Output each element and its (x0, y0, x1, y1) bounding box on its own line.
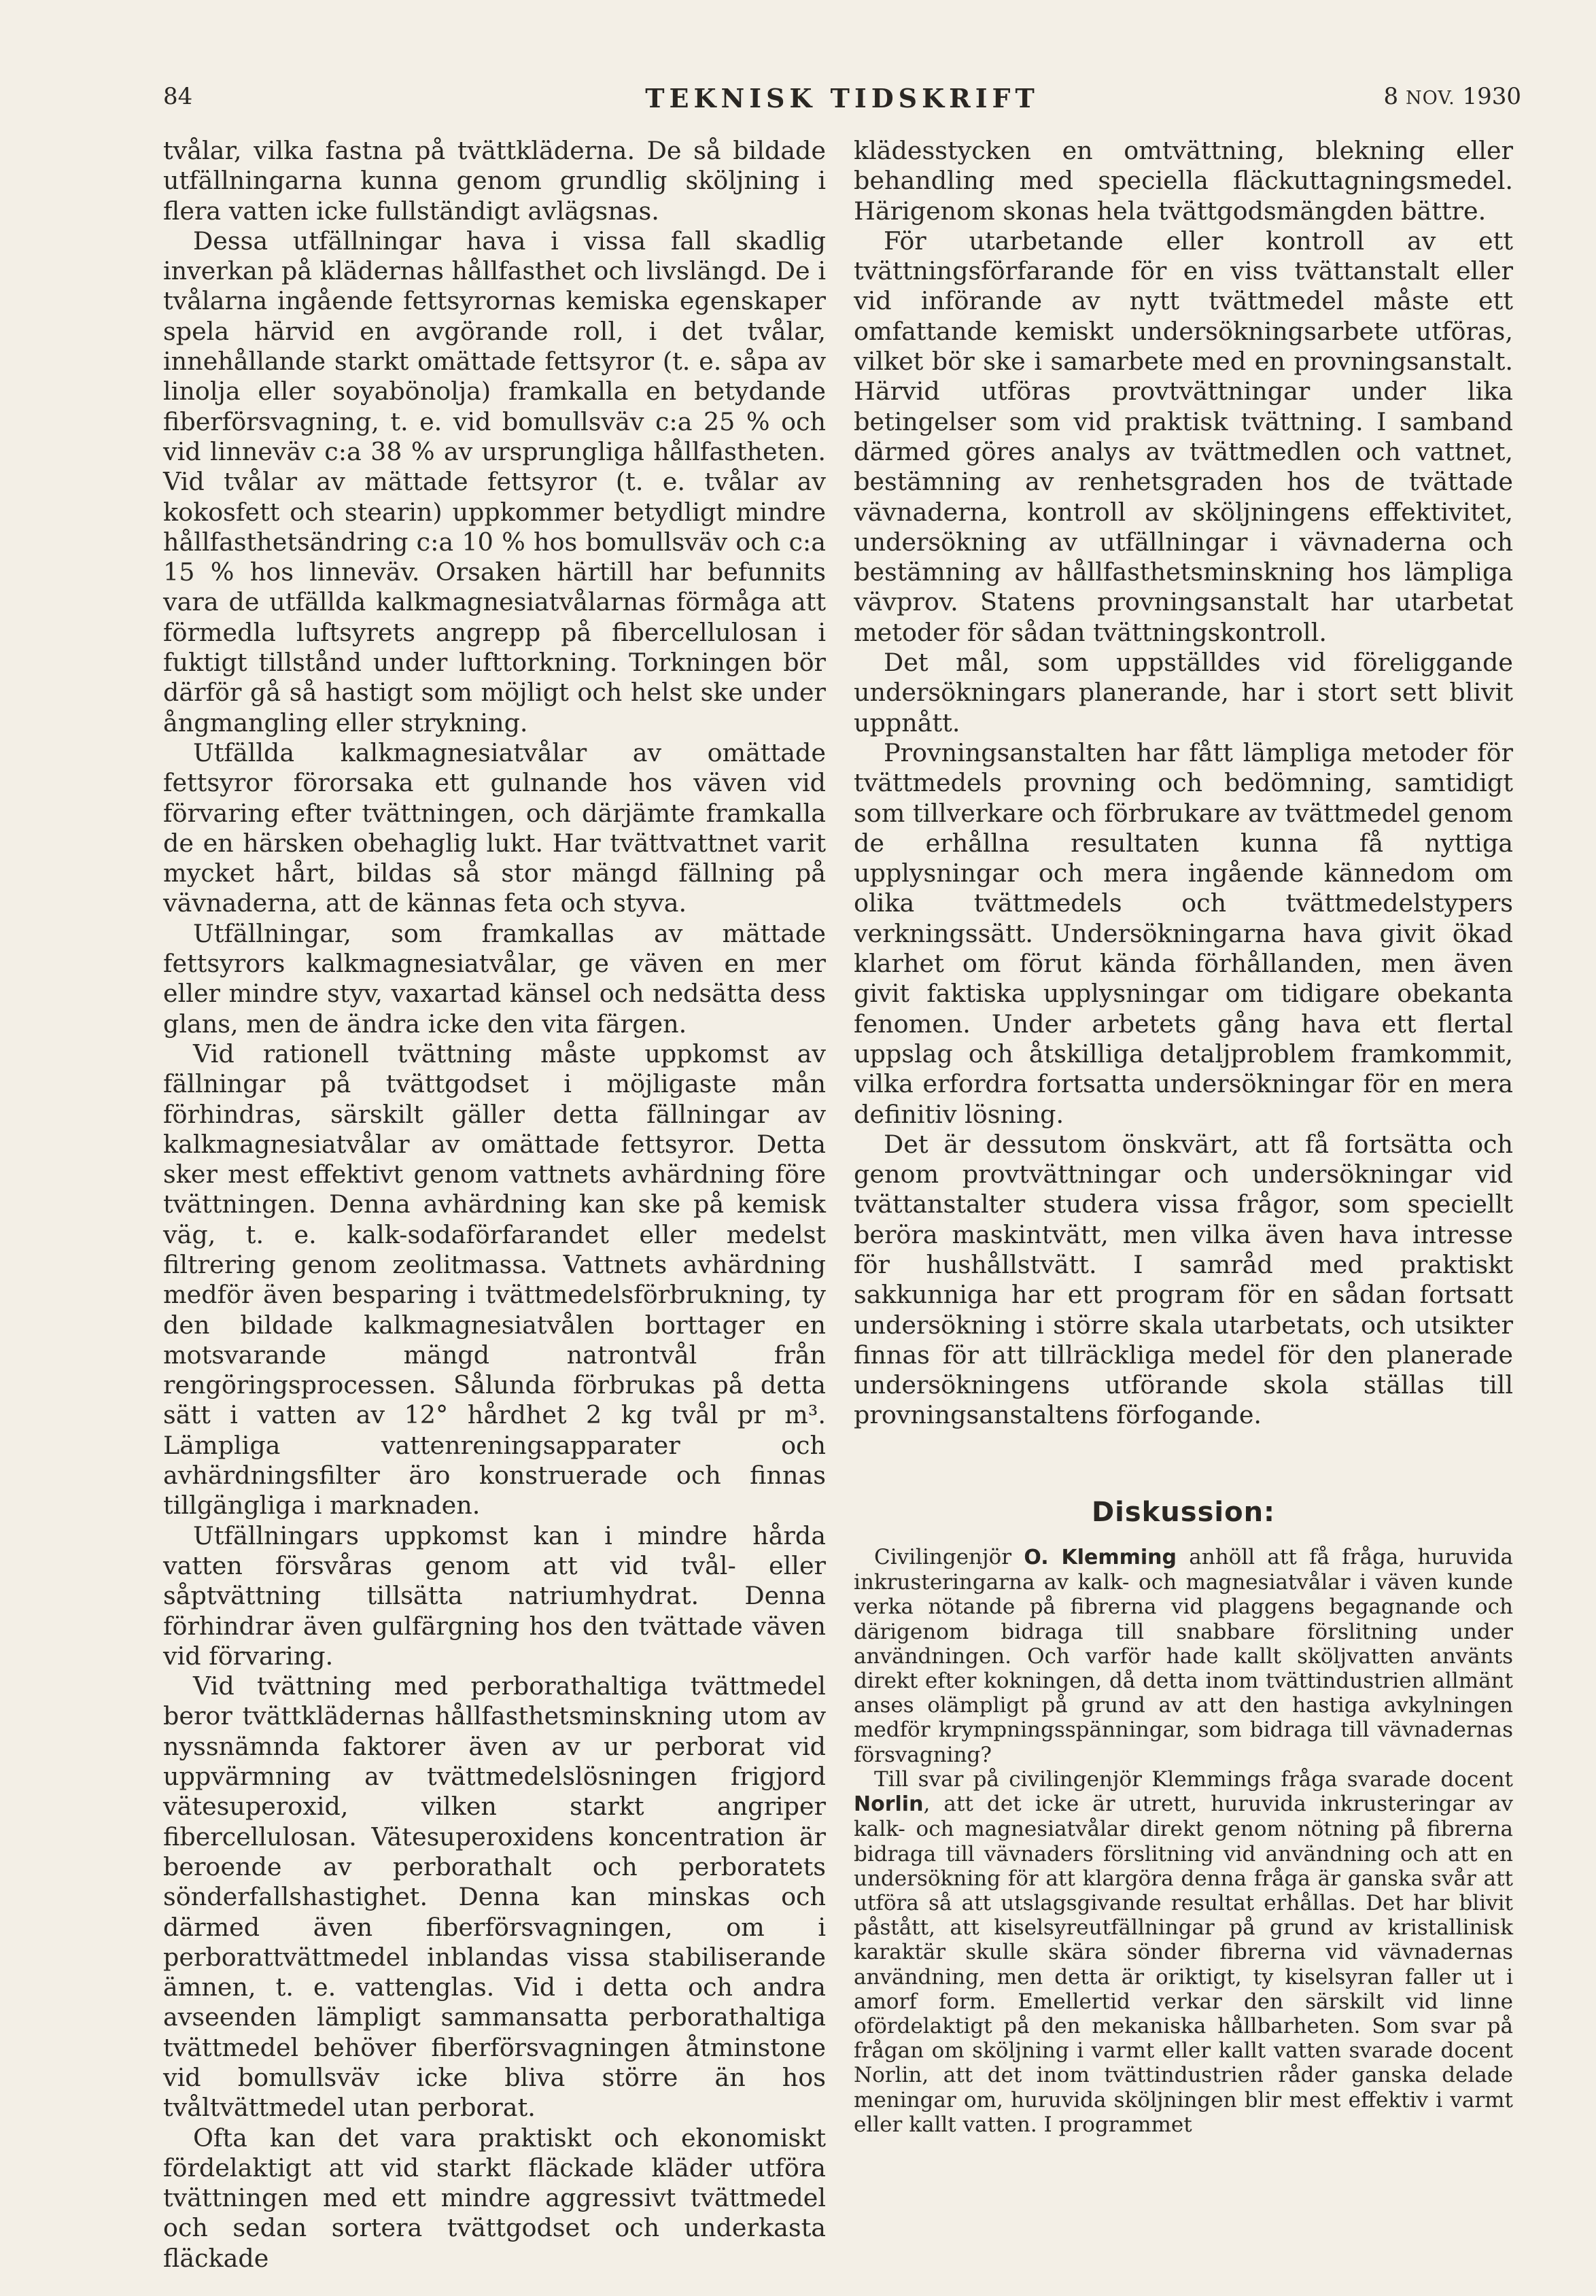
discussion-paragraph (854, 1545, 1513, 1767)
paragraph: Utfällningars uppkomst kan i mindre hårda vatten försvåras genom att vid tvål- eller såptvättning tillsätta natriumhydrat. Denna förhindrar även gulfärgning hos den tvättade väven vid förvaring. (163, 1520, 826, 1671)
paragraph: Utfällningar, som framkallas av mättade fettsyrors kalkmagnesiatvålar, ge väven en mer eller mindre styv, vaxartad känsel och nedsätta dess glans, men de ändra icke den vita färgen. (163, 918, 826, 1039)
paragraph: Vid rationell tvättning måste uppkomst av fällningar på tvättgodset i möjligaste mån förhindras, särskilt gäller detta fällningar av kalkmagnesiatvålar av omättade fettsyror. Detta sker mest effektivt genom vattnets avhärdning före tvättningen. Denna avhärdning kan ske på kemisk väg, t. e. kalk-sodaförfarandet eller medelst filtrering genom zeolitmassa. Vattnets avhärdning medför även besparing i tvättmedelsförbrukning, ty den bildade kalkmagnesiatvålen borttager en motsvarande mängd natrontvål från rengöringsprocessen. Sålunda förbrukas på detta sätt i vatten av 12° hårdhet 2 kg tvål pr m³. Lämpliga vattenreningsapparater och avhärdningsfilter äro konstruerade och finnas tillgängliga i marknaden. (163, 1039, 826, 1520)
paragraph: Provningsanstalten har fått lämpliga metoder för tvättmedels provning och bedömning, samtidigt som tillverkare och förbrukare av tvättmedel genom de erhållna resultaten kunna få nyttiga upplysningar och mera ingående kännedom om olika tvättmedels och tvättmedelstypers verkningssätt. Undersökningarna hava givit ökad klarhet om förut kända förhållanden, men även givit faktiska upplysningar om tidigare obekanta fenomen. Under arbetets gång hava ett flertal uppslag och åtskilliga detaljproblem framkommit, vilka erfordra fortsatta undersökningar för en mera definitiv lösning. (854, 737, 1513, 1129)
right-column (854, 136, 1513, 2137)
discussion-paragraph (854, 1767, 1513, 2137)
journal-title: TEKNISK TIDSKRIFT (645, 83, 1039, 114)
paragraph: För utarbetande eller kontroll av ett tvättningsförfarande för en viss tvättanstalt eller vid införande av nytt tvättmedel måste ett omfattande kemiskt undersökningsarbete utföras, vilket bör ske i samarbete med en provningsanstalt. Härvid utföras provtvättningar under lika betingelser som vid praktisk tvättning. I samband därmed göres analys av tvättmedlen och vattnet, bestämning av renhetsgraden hos de tvättade vävnaderna, kontroll av sköljningens effektivitet, undersökning av utfällningar i vävnaderna och bestämning av hållfasthetsminskning hos lämpliga vävprov. Statens provningsanstalt har utarbetat metoder för sådan tvättningskontroll. (854, 226, 1513, 647)
paragraph: Dessa utfällningar hava i vissa fall skadlig inverkan på klädernas hållfasthet och livslängd. De i tvålarna ingående fettsyrornas kemiska egenskaper spela härvid en avgörande roll, i det tvålar, innehållande starkt omättade fettsyror (t. e. såpa av linolja eller soyabönolja) framkalla en betydande fiberförsvagning, t. e. vid bomullsväv c:a 25 % och vid linneväv c:a 38 % av ursprungliga hållfastheten. Vid tvålar av mättade fettsyror (t. e. tvålar av kokosfett och stearin) uppkommer betydligt mindre hållfasthetsändring c:a 10 % hos bomullsväv och c:a 15 % hos linneväv. Orsaken härtill har befunnits vara de utfällda kalkmagnesiatvålarnas förmåga att förmedla luftsyrets angrepp på fibercellulosan i fuktigt tillstånd under lufttorkning. Torkningen bör därför gå så hastigt som möjligt och helst ske under ångmangling eller strykning. (163, 226, 826, 737)
page-number: 84 (163, 83, 193, 110)
paragraph: Det är dessutom önskvärt, att få fortsätta och genom provtvättningar och undersökningar vid tvättanstalter studera vissa frågor, som speciellt beröra maskintvätt, men vilka även hava intresse för hushållstvätt. I samråd med praktiskt sakkunniga har ett program för en sådan fortsatt undersökning i större skala utarbetats, och utsikter finnas för att tillräckliga medel för den planerade undersökningens utförande skola ställas till provningsanstaltens förfogande. (854, 1129, 1513, 1430)
paragraph: Det mål, som uppställdes vid föreliggande undersökningars planerande, har i stort sett blivit uppnått. (854, 648, 1513, 737)
speaker-name: O. Klemming (1024, 1546, 1177, 1570)
paragraph: Ofta kan det vara praktiskt och ekonomiskt fördelaktigt att vid starkt fläckade kläder utföra tvättningen med ett mindre aggressivt tvättmedel och sedan sortera tvättgodset och underkasta fläckade (163, 2123, 826, 2273)
text-run: anhöll att få fråga, huruvida inkrusteringarna av kalk- och magnesiatvålar i väven kunde verka nötande på fibrerna vid plaggens begagnande och därigenom bidraga till snabbare förslitning under användningen. Och varför hade kallt sköljvatten använts direkt efter kokningen, då detta inom tvättindustrien allmänt anses olämpligt på grund av att den hastiga avkylningen medför krympningsspänningar, som bidraga till vävnadernas försvagning? (854, 1545, 1513, 1767)
speaker-name: Norlin (854, 1792, 924, 1817)
issue-date (1384, 83, 1521, 110)
text-run: , att det icke är utrett, huruvida inkrusteringar av kalk- och magnesiatvålar direkt genom nötning på fibrerna bidraga till vävnaders förslitning vid användning och att en undersökning för att klargöra denna fråga är ganska svår att utföra så att utslagsgivande resultat erhållas. Det har blivit påstått, att kiselsyreutfällningar på grund av kristallinisk karaktär skulle skära sönder fibrerna vid vävnadernas användning, men detta är oriktigt, ty kiselsyran faller ut i amorf form. Emellertid verkar den särskilt vid linne ofördelaktigt på den mekaniska hållbarheten. Som svar på frågan om sköljning i varmt eller kallt vatten svarade docent Norlin, att det inom tvättindustrien råder ganska delade meningar om, huruvida sköljningen blir mest effektiv i varmt eller kallt vatten. I programmet (854, 1792, 1513, 2137)
paragraph: klädesstycken en omtvättning, blekning eller behandling med speciella fläckuttagningsmedel. Härigenom skonas hela tvättgodsmängden bättre. (854, 136, 1513, 226)
discussion-heading: Diskussion: (1091, 1496, 1276, 1528)
text-run: Till svar på civilingenjör Klemmings fråga svarade docent (874, 1767, 1513, 1792)
paragraph: Utfällda kalkmagnesiatvålar av omättade fettsyror förorsaka ett gulnande hos väven vid förvaring efter tvättningen, och därjämte framkalla de en härsken obehaglig lukt. Har tvättvattnet varit mycket hårt, bildas så stor mängd fällning på vävnaderna, att de kännas feta och styva. (163, 737, 826, 918)
running-header (163, 83, 1521, 124)
left-column (163, 136, 826, 2274)
discussion-section (854, 1545, 1513, 2137)
issue-day: 8 (1383, 83, 1399, 110)
issue-year: 1930 (1462, 83, 1521, 110)
paragraph: tvålar, vilka fastna på tvättkläderna. De så bildade utfällningarna kunna genom grundlig sköljning i flera vatten icke fullständigt avlägsnas. (163, 136, 826, 226)
issue-month: NOV. (1406, 88, 1455, 109)
paragraph: Vid tvättning med perborathaltiga tvättmedel beror tvättklädernas hållfasthetsminskning utom av nyssnämnda faktorer även av ur perborat vid uppvärmning av tvättmedelslösningen frigjord vätesuperoxid, vilken starkt angriper fibercellulosan. Vätesuperoxidens koncentration är beroende av perborathalt och perboratets sönderfallshastighet. Denna kan minskas och därmed även fiberförsvagningen, om i perborattvättmedel inblandas vissa stabiliserande ämnen, t. e. vattenglas. Vid i detta och andra avseenden lämpligt sammansatta perborathaltiga tvättmedel behöver fiberförsvagningen åtminstone vid bomullsväv icke bliva större än hos tvåltvättmedel utan perborat. (163, 1671, 826, 2123)
text-run: Civilingenjör (874, 1545, 1024, 1570)
